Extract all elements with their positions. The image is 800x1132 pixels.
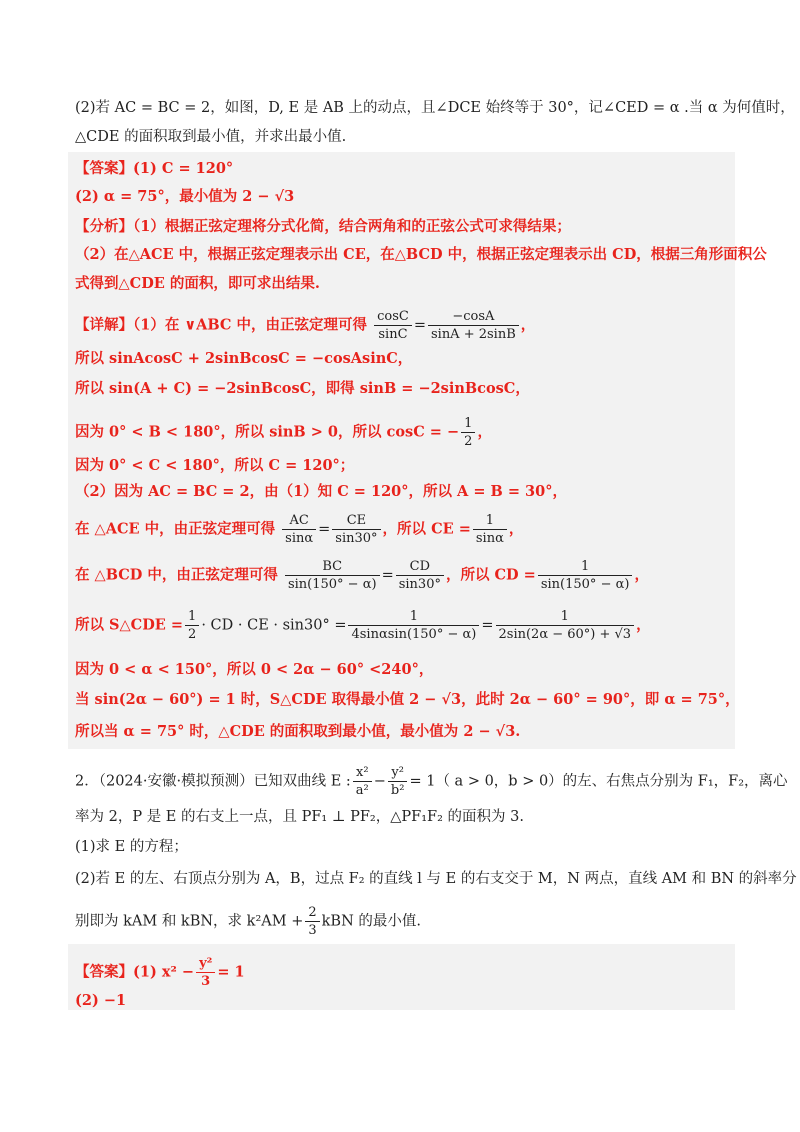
numerator: y² [196, 955, 215, 973]
detail-line1 [75, 308, 535, 343]
detail-line8: 在 △BCD 中，由正弦定理可得 $\frac{BC}{\sin(150^\circ - \alpha)}$ = $\frac{CD}{\sin 30^\circ}$ ，所以 CD = $\frac{1}{\sin(150^\circ - \alpha)}$ ， [75, 559, 649, 592]
problem2-line5 [75, 904, 421, 939]
detail-line5: 因为 0° < C < 180°，所以 C = 120°； [75, 457, 355, 474]
fraction [282, 512, 316, 547]
denominator: sinA + 2sinB [430, 327, 516, 342]
punct: ， [636, 616, 651, 634]
denominator: 4sinαsin(150° − α) [351, 627, 477, 642]
detail-line3: 所以 sin(A + C) = −2sinBcosC，即得 sinB = −2sinBcosC， [75, 380, 530, 397]
punct: ， [634, 566, 649, 584]
problem2-line1: 2．（2024·安徽·模拟预测）已知双曲线 E : $\frac{\text{x²}}{\text{a²}}$ − $\frac{\text{y²}}{\text{b²}}$ = 1（ a > 0，b > 0）的左、右焦点分别为 F₁，F₂，离心 [75, 765, 788, 798]
detail-label: 【详解】 [75, 316, 133, 334]
problem2-line2: 率为 2，P 是 E 的右支上一点，且 PF₁ ⊥ PF₂，△PF₁F₂ 的面积为 3. [75, 809, 524, 825]
denominator: sinα [475, 531, 504, 546]
detail-line6: （2）因为 AC = BC = 2，由（1）知 C = 120°，所以 A = B = 30°， [75, 483, 567, 500]
fraction [196, 955, 215, 990]
detail-text: ，所以 CD = [445, 566, 536, 584]
denominator: 2sin(2α − 60°) + √3 [498, 627, 632, 642]
fraction [332, 512, 380, 547]
answer-label: 【答案】 [75, 160, 133, 177]
punct: ， [508, 520, 524, 538]
numerator: AC [282, 512, 316, 530]
denominator: a² [355, 783, 369, 798]
answer-text: = 1 [217, 963, 245, 981]
denominator: 2 [464, 434, 473, 449]
detail-text: · CD · CE · sin30° = [201, 617, 347, 634]
fraction [473, 512, 507, 547]
detail-line10: 因为 0 < α < 150°，所以 0 < 2α − 60° <240°， [75, 661, 434, 678]
fraction [496, 608, 635, 643]
problem-text: kBN 的最小值. [321, 913, 421, 930]
fraction [461, 415, 475, 450]
denominator: sinC [378, 327, 408, 342]
answer-label: 【答案】 [75, 963, 133, 981]
analysis-line2: （2）在△ACE 中，根据正弦定理表示出 CE，在△BCD 中，根据正弦定理表示出 CD，根据三角形面积公 [75, 246, 767, 263]
fraction [348, 608, 479, 643]
detail-line7: 在 △ACE 中，由正弦定理可得 $\frac{AC}{\sin\alpha}$ = $\frac{CE}{\sin 30^\circ}$ ，所以 CE = $\frac{1}{\sin\alpha}$ ， [75, 513, 524, 546]
problem2-line4: (2)若 E 的左、右顶点分别为 A，B，过点 F₂ 的直线 l 与 E 的右支交于 M，N 两点，直线 AM 和 BN 的斜率分 [75, 871, 797, 887]
problem-text: 别即为 kAM 和 kBN，求 k²AM + [75, 913, 304, 930]
denominator: sinα [285, 531, 314, 546]
problem-text: 2．（2024·安徽·模拟预测）已知双曲线 E : [75, 773, 351, 790]
numerator: −cosA [428, 308, 519, 326]
numerator: CE [332, 512, 380, 530]
problem-text: = 1（ a > 0，b > 0）的左、右焦点分别为 F₁，F₂，离心 [409, 773, 788, 790]
numerator: 1 [461, 415, 475, 433]
part2-question-line1: (2)若 AC = BC = 2，如图，D, E 是 AB 上的动点，且∠DCE 始终等于 30°，记∠CED = α .当 α 为何值时， [75, 100, 795, 116]
part2-question-line2: △CDE 的面积取到最小值，并求出最小值. [75, 129, 347, 145]
denominator: sin30° [335, 531, 378, 546]
answer-text: (1) x² − [133, 963, 195, 981]
detail-text: 在 △ACE 中，由正弦定理可得 [75, 520, 276, 538]
numerator: 1 [473, 512, 507, 530]
detail-text: 所以 S△CDE = [75, 616, 184, 634]
numerator: x² [353, 764, 372, 782]
analysis-line3: 式得到△CDE 的面积，即可求出结果. [75, 275, 320, 292]
denominator: 3 [308, 923, 317, 938]
fraction [396, 558, 444, 593]
numerator: 2 [305, 904, 319, 922]
analysis-line1 [75, 216, 571, 238]
denominator: 2 [188, 627, 197, 642]
numerator: cosC [374, 308, 412, 326]
analysis-text-1: （1）根据正弦定理将分式化简，结合两角和的正弦公式可求得结果； [133, 218, 571, 235]
equals: = [413, 317, 426, 334]
denominator: sin30° [398, 577, 441, 592]
numerator: 1 [496, 608, 635, 626]
numerator: BC [285, 558, 380, 576]
detail-line4 [75, 415, 492, 450]
problem2-line3: (1)求 E 的方程； [75, 839, 188, 855]
detail-text: ，所以 CE = [382, 520, 471, 538]
detail-line11: 当 sin(2α − 60°) = 1 时，S△CDE 取得最小值 2 − √3，此时 2α − 60° = 90°，即 α = 75°， [75, 691, 740, 708]
numerator: CD [396, 558, 444, 576]
punct: ， [477, 423, 492, 441]
fraction [538, 558, 633, 593]
answer2-line2: (2) −1 [75, 992, 127, 1009]
denominator: 3 [201, 974, 211, 989]
denominator: sin(150° − α) [540, 577, 630, 592]
detail-line12: 所以当 α = 75° 时，△CDE 的面积取到最小值，最小值为 2 − √3. [75, 723, 521, 740]
answer1-line2: (2) α = 75°，最小值为 2 − √3 [75, 188, 295, 205]
fraction [185, 608, 199, 643]
numerator: 1 [348, 608, 479, 626]
fraction [388, 764, 408, 799]
fraction [374, 308, 412, 343]
analysis-label: 【分析】 [75, 218, 133, 235]
denominator: b² [390, 783, 405, 798]
detail-line9: 所以 S△CDE = $\frac{1}{2}$ · CD · CE · sin30° = $\frac{1}{4\sin\alpha\sin(150^\circ - \alpha)}$ = $\frac{1}{2\sin(2\alpha - 60^\circ) + √3}$ ， [75, 609, 651, 642]
detail-text: （1）在 ∨ABC 中，由正弦定理可得 [133, 316, 368, 334]
punct: ， [520, 316, 536, 334]
numerator: 1 [185, 608, 199, 626]
fraction [305, 904, 319, 939]
numerator: 1 [538, 558, 633, 576]
detail-line2: 所以 sinAcosC + 2sinBcosC = −cosAsinC， [75, 350, 413, 367]
denominator: sin(150° − α) [287, 577, 377, 592]
detail-text: 因为 0° < B < 180°，所以 sinB > 0，所以 cosC = − [75, 423, 460, 441]
answer2-line1 [75, 955, 245, 990]
answer1-line1 [75, 158, 233, 180]
answer1-part1: (1) C = 120° [133, 160, 234, 177]
fraction [353, 764, 372, 799]
detail-text: 在 △BCD 中，由正弦定理可得 [75, 566, 278, 584]
fraction [285, 558, 380, 593]
fraction [428, 308, 519, 343]
numerator: y² [388, 764, 408, 782]
